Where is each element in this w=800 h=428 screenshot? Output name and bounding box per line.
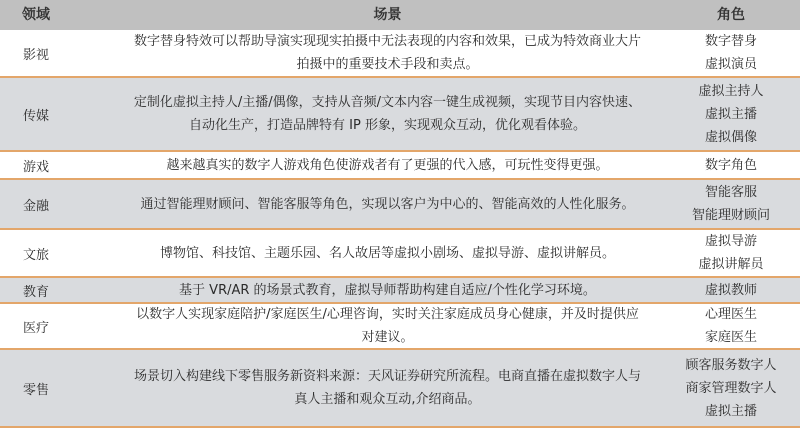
header-role: 角色 [717,7,745,23]
table-row [0,30,800,76]
row-domain: 医疗 [22,320,49,336]
table-row [0,180,800,228]
row-role: 虚拟偶像 [704,129,757,145]
row-scene: 数字替身特效可以帮助导演实现现实拍摄中无法表现的内容和效果，已成为特效商业大片拍摄中的重要技术手段和卖点。 [133,34,641,72]
row-scene: 定制化虚拟主持人/主播/偶像，支持从音频/文本内容一键生成视频，实现节目内容快速、自动化生产，打造品牌特有 IP 形象，实现观众互动，优化观看体验。 [133,95,642,133]
table-row [0,350,800,426]
row-role: 虚拟讲解员 [698,257,764,272]
row-role: 数字替身 [704,34,757,49]
row-domain: 金融 [22,198,49,214]
row-domain: 游戏 [22,159,49,175]
row-role: 虚拟演员 [704,57,757,72]
row-role: 虚拟主播 [704,106,757,122]
row-role: 智能客服 [704,185,757,200]
table-header [0,0,800,30]
table-row [0,304,800,348]
table-row [0,78,800,150]
row-role: 虚拟主播 [704,403,757,419]
header-domain: 领域 [22,7,50,23]
row-scene: 基于 VR/AR 的场景式教育，虚拟导师帮助构建自适应/个性化学习环境。 [179,282,596,298]
row-scene: 博物馆、科技馆、主题乐园、名人故居等虚拟小剧场、虚拟导游、虚拟讲解员。 [159,245,615,261]
row-role: 智能理财顾问 [691,208,770,223]
table-row [0,230,800,276]
table-row [0,278,800,302]
row-domain: 文旅 [22,247,49,263]
row-scene: 场景切入构建线下零售服务新资料来源：天风证券研究所流程。电商直播在虚拟数字人与真人主播和观众互动,介绍商品。 [133,369,641,407]
row-role: 商家管理数字人 [685,380,777,396]
row-role: 顾客服务数字人 [685,357,777,373]
row-scene: 越来越真实的数字人游戏角色使游戏者有了更强的代入感，可玩性变得更强。 [166,157,609,173]
row-role: 虚拟导游 [704,234,757,249]
row-role: 虚拟教师 [704,282,757,298]
row-role: 家庭医生 [704,330,757,345]
row-scene: 以数字人实现家庭陪护/家庭医生/心理咨询，实时关注家庭成员身心健康，并及时提供应对建议。 [136,307,639,345]
row-domain: 传媒 [22,108,49,124]
table-row [0,152,800,178]
row-role: 心理医生 [704,307,757,322]
row-scene: 通过智能理财顾问、智能客服等角色，实现以客户为中心的、智能高效的人性化服务。 [140,196,635,212]
row-role: 数字角色 [704,157,757,173]
row-domain: 影视 [22,47,49,63]
row-domain: 零售 [22,382,49,398]
row-role: 虚拟主持人 [698,83,764,99]
row-domain: 教育 [22,284,49,300]
header-scene: 场景 [373,7,402,23]
